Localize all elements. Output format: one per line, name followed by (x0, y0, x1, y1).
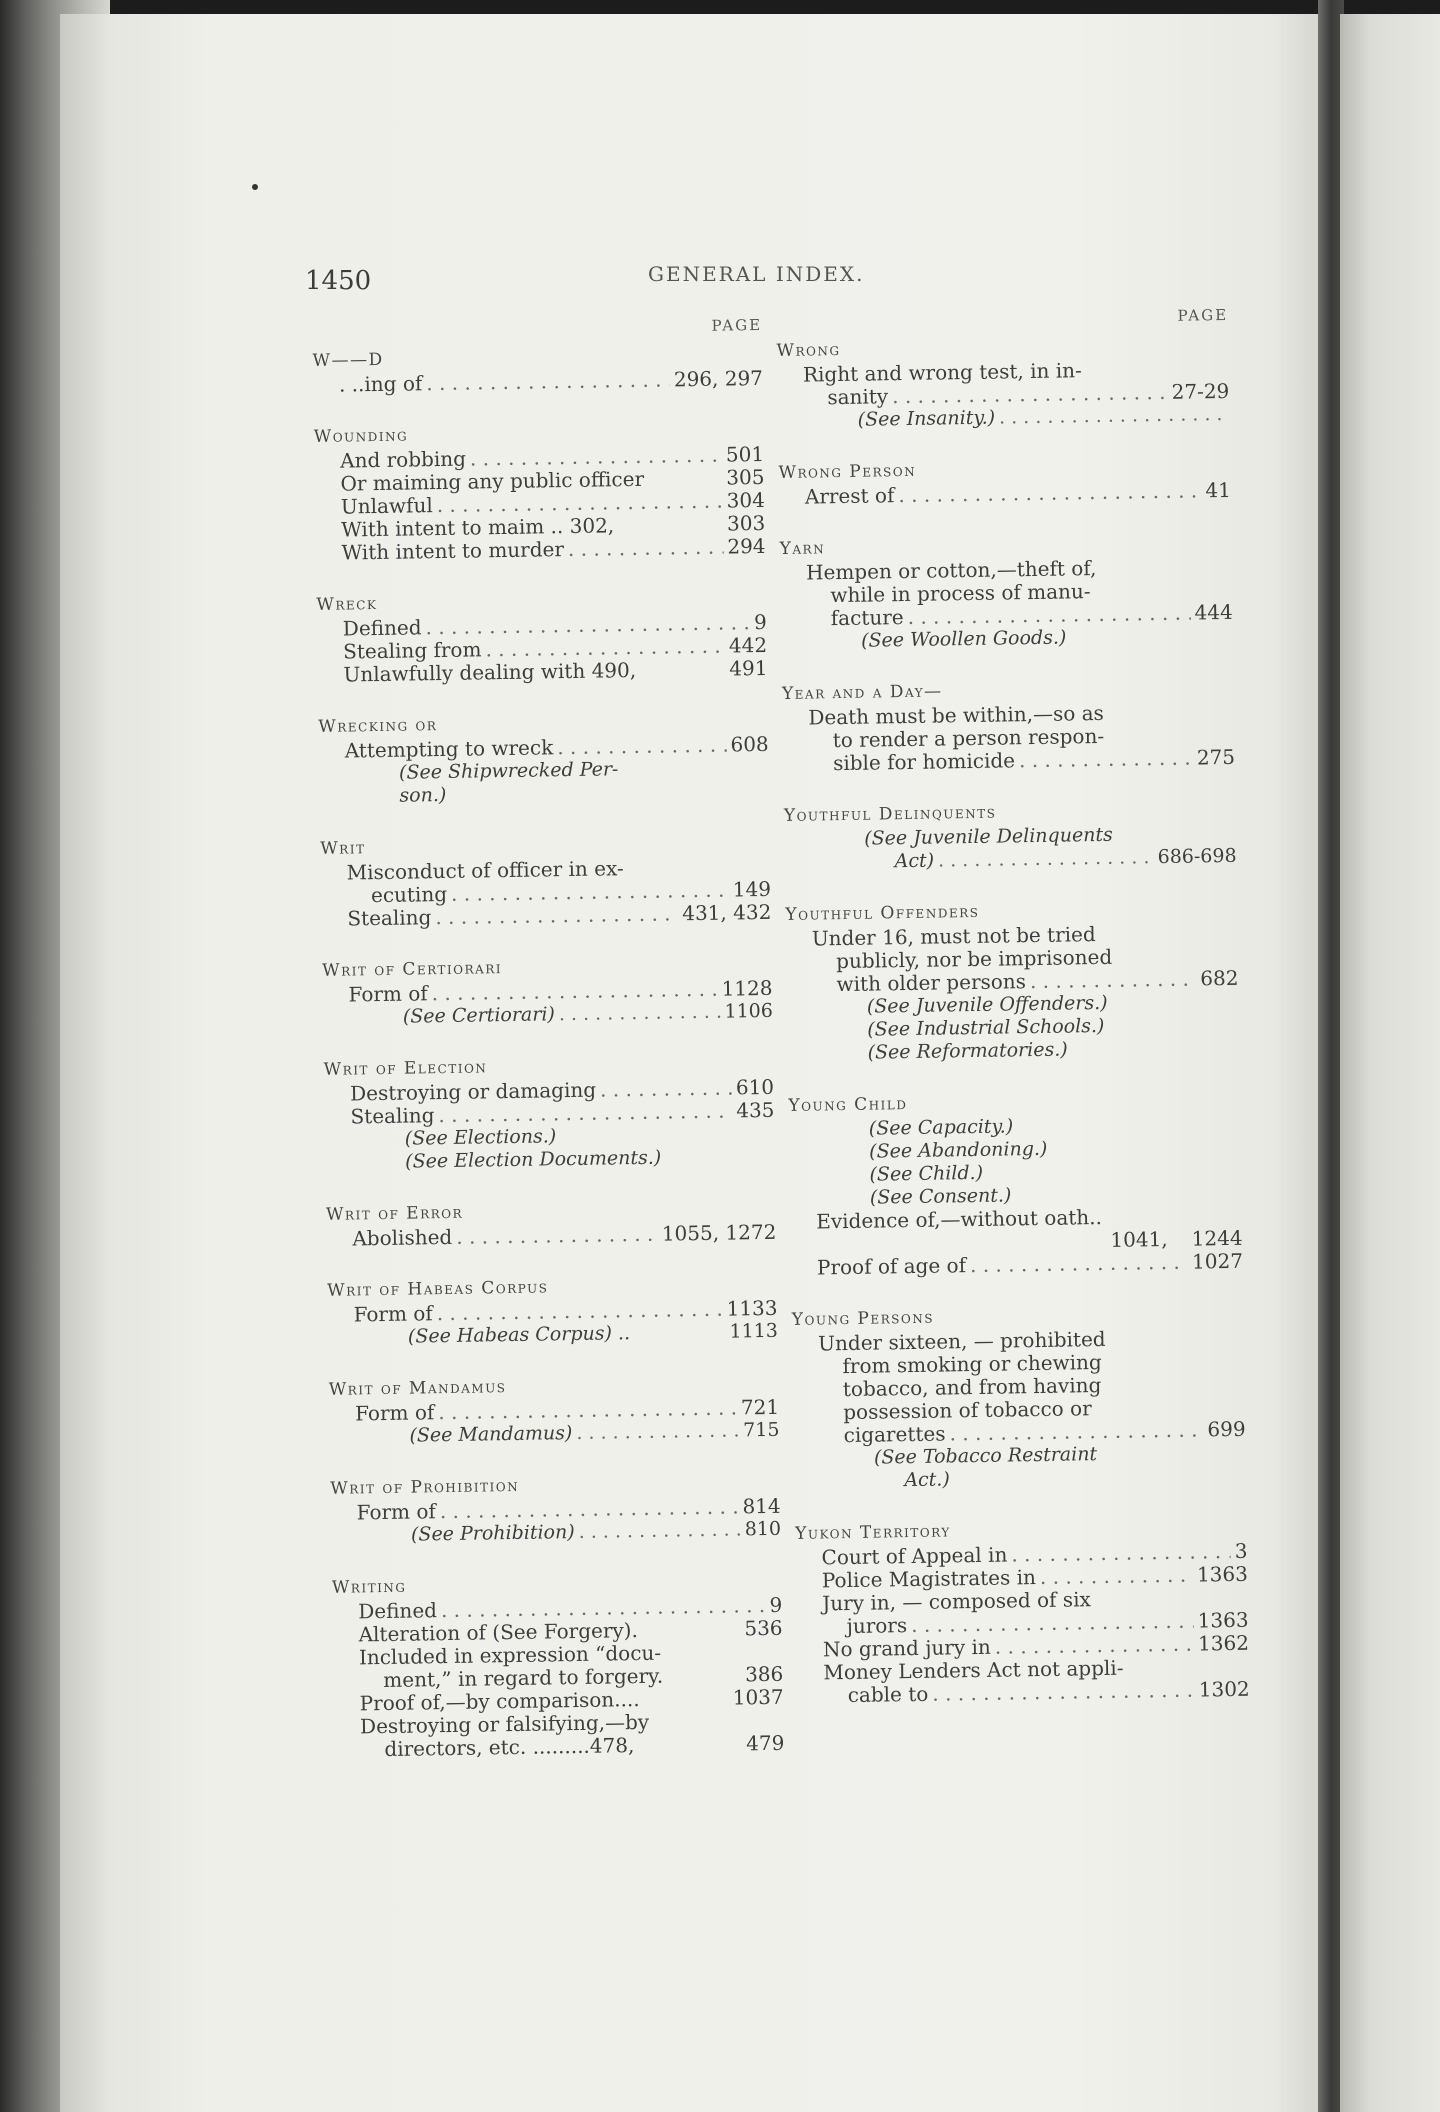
page-reference: 1302 (1198, 1676, 1250, 1702)
line-text: (See Capacity.) (868, 1115, 1014, 1140)
line-text: (See Prohibition) (410, 1521, 575, 1546)
line-text: Included in expression “docu- (358, 1640, 662, 1670)
line-text: Unlawfully dealing with 490, (343, 657, 637, 687)
line-text: Proof of,—by comparison.... (359, 1687, 640, 1716)
entry-heading: Writ of Error (325, 1202, 464, 1225)
index-line (321, 901, 771, 931)
line-text: (See Certiorari) (402, 1003, 556, 1028)
line-text: Stealing (347, 905, 432, 931)
page-reference: 442 (728, 632, 768, 658)
page-reference: 431, 432 (682, 899, 772, 926)
page-reference: 1133 (726, 1295, 778, 1321)
line-text: Right and wrong test, in in- (802, 358, 1082, 387)
page-reference: 715 (743, 1418, 780, 1442)
line-text: from smoking or chewing (842, 1350, 1102, 1379)
line-text: (See Tobacco Restraint (873, 1443, 1098, 1469)
line-text: (See Mandamus) (409, 1422, 573, 1447)
line-text: Death must be within,—so as (808, 700, 1105, 730)
page-reference: 536 (744, 1615, 783, 1641)
line-text: Misconduct of officer in ex- (346, 856, 624, 885)
page-reference: 1055, 1272 (661, 1219, 777, 1246)
line-text: With intent to murder (341, 537, 565, 565)
page-reference: 491 (729, 655, 768, 681)
index-line (313, 367, 763, 397)
line-text: to render a person respon- (832, 723, 1105, 753)
line-text: (See Consent.) (869, 1184, 1012, 1209)
dot-leader (1019, 747, 1193, 773)
line-text: (See Juvenile Offenders.) (866, 991, 1108, 1018)
page-reference: 27-29 (1171, 378, 1230, 404)
line-text: Form of (353, 1301, 433, 1327)
page-reference: 444 (1194, 599, 1233, 625)
line-text: (See Election Documents.) (405, 1146, 662, 1173)
entry-heading: Writ of Habeas Corpus (327, 1277, 549, 1301)
line-text: Alteration of (See Forgery). (358, 1618, 639, 1647)
entry-heading: Wrong (776, 339, 841, 361)
entry-heading: Wreck (316, 594, 378, 615)
index-entry (778, 456, 1231, 509)
page-reference: 721 (740, 1394, 780, 1420)
facing-page-edge (1340, 14, 1440, 2112)
dot-leader (907, 602, 1190, 629)
dot-leader (578, 1518, 740, 1544)
entry-heading: Wounding (313, 425, 409, 447)
page-reference: 304 (726, 487, 766, 513)
entry-heading: Wrong Person (778, 460, 917, 483)
page-reference: 296, 297 (673, 365, 764, 392)
index-column-right (776, 306, 1250, 1738)
page-reference: 608 (730, 731, 769, 757)
line-text: Destroying or falsifying,—by (359, 1709, 650, 1739)
page-reference: 275 (1196, 744, 1236, 770)
index-entry (312, 344, 763, 397)
line-text: (See Habeas Corpus) .. (407, 1322, 631, 1348)
line-text: Under sixteen, — prohibited (818, 1326, 1106, 1356)
entry-heading: Yarn (779, 538, 826, 559)
page-reference: 1106 (724, 999, 774, 1023)
page-reference: 501 (725, 441, 765, 467)
line-text: Act.) (904, 1468, 950, 1492)
page-reference: 9 (753, 609, 767, 635)
index-entry (785, 898, 1239, 1066)
index-entry (780, 532, 1234, 654)
entry-heading: Writ of Mandamus (328, 1377, 507, 1400)
line-text: Hempen or cotton,—theft of, (805, 556, 1097, 585)
index-entry (318, 710, 769, 809)
page-reference: 814 (742, 1493, 781, 1519)
running-head: GENERAL INDEX. (648, 262, 865, 286)
line-text: (See Reformatories.) (867, 1038, 1068, 1064)
page-reference: 810 (744, 1517, 782, 1541)
line-text: (See Child.) (869, 1161, 984, 1186)
line-text: Arrest of (804, 483, 895, 509)
index-entry (784, 799, 1237, 875)
page-reference: 699 (1207, 1416, 1246, 1442)
index-entry (329, 1373, 780, 1449)
index-entry (326, 1198, 777, 1251)
dot-leader (568, 536, 724, 561)
line-text: ecuting (370, 881, 448, 908)
dot-leader (995, 1633, 1195, 1659)
line-text: possession of tobacco or (843, 1396, 1092, 1425)
page-reference: 1113 (729, 1319, 779, 1343)
index-entry (316, 588, 767, 687)
line-text: (See Juvenile Delinquents (864, 823, 1114, 850)
index-entry (795, 1517, 1250, 1708)
line-text: And robbing (339, 446, 467, 473)
line-text: No grand jury in (822, 1634, 991, 1662)
line-text: Police Magistrates in (821, 1565, 1037, 1593)
page-reference: 435 (736, 1097, 775, 1123)
index-entry (330, 1472, 781, 1548)
line-text: cigarettes (843, 1421, 946, 1448)
dot-leader (426, 368, 670, 395)
entry-heading: Writ of Prohibition (330, 1475, 520, 1499)
page-reference: 3 (1234, 1538, 1248, 1563)
entry-heading: Yukon Territory (795, 1521, 951, 1544)
dot-leader (557, 734, 727, 760)
index-line (317, 657, 767, 687)
dot-leader (999, 403, 1226, 430)
line-text: Evidence of,—without oath.. (816, 1204, 1103, 1234)
line-text: Abolished (352, 1224, 453, 1251)
index-entry (322, 954, 773, 1030)
page-reference: 1037 (732, 1684, 784, 1710)
index-line (798, 1678, 1250, 1708)
left-entries (312, 344, 784, 1762)
line-text: publicly, nor be imprisoned (835, 944, 1113, 974)
right-entries (776, 334, 1249, 1708)
line-text: directors, etc. .........478, (384, 1733, 635, 1762)
page-reference: 9 (769, 1592, 783, 1617)
entry-heading: Young Child (788, 1094, 908, 1116)
line-text: tobacco, and from having (842, 1373, 1102, 1402)
entry-heading: Writ (320, 838, 366, 859)
line-text: with older persons (836, 969, 1027, 997)
line-text: Act) (894, 849, 935, 873)
index-entry (332, 1571, 785, 1762)
dot-leader (470, 444, 722, 471)
line-text: Proof of age of (816, 1253, 967, 1280)
line-text: With intent to maim .. 302, (341, 513, 615, 542)
page-column-label: PAGE (1177, 305, 1229, 325)
line-text: (See Insanity.) (857, 406, 996, 431)
line-text: facture (830, 605, 904, 631)
page-reference: 386 (744, 1661, 784, 1687)
line-text: while in process of manu- (830, 579, 1091, 608)
entry-heading: Young Persons (791, 1307, 935, 1330)
line-text: Form of (354, 1400, 435, 1426)
line-text: sanity (827, 384, 889, 410)
index-entry (314, 420, 766, 565)
dot-leader (485, 635, 725, 662)
page-reference: 479 (745, 1730, 785, 1756)
page-reference: 1244 (1191, 1225, 1243, 1251)
page-reference: 1128 (721, 975, 773, 1001)
page-reference: 41 (1205, 477, 1232, 503)
line-text: son.) (399, 783, 447, 807)
line-text: Court of Appeal in (821, 1542, 1008, 1570)
entry-heading: Writing (331, 1576, 407, 1598)
line-text: Defined (358, 1598, 438, 1624)
index-entry (320, 832, 771, 931)
line-text: Attempting to wreck (344, 735, 554, 763)
dot-leader (600, 1077, 732, 1102)
entry-heading: Writ of Certiorari (322, 958, 503, 981)
ink-speck (252, 184, 258, 190)
index-entry (324, 1053, 776, 1175)
page-number: 1450 (305, 266, 372, 296)
index-line (783, 746, 1235, 776)
dot-leader (949, 1418, 1203, 1445)
entry-heading: W——D (312, 349, 384, 371)
index-entry (788, 1089, 1243, 1280)
line-text: Or maiming any public officer (340, 466, 645, 496)
entry-heading: Writ of Election (323, 1057, 488, 1080)
line-text: sible for homicide (832, 748, 1016, 776)
page-reference: 610 (735, 1074, 775, 1100)
dot-leader (932, 1679, 1195, 1706)
dot-leader (456, 1223, 658, 1249)
page-reference: 1362 (1197, 1630, 1250, 1656)
page-reference: 1027 (1191, 1248, 1244, 1274)
line-text: Under 16, must not be tried (811, 922, 1096, 951)
dot-leader (898, 479, 1201, 507)
line-text: jurors (846, 1613, 908, 1639)
index-entry (792, 1303, 1247, 1494)
index-entry (782, 677, 1235, 776)
line-text: (See Industrial Schools.) (867, 1014, 1105, 1041)
dot-leader (438, 1099, 732, 1127)
page-reference: 686-698 (1157, 844, 1237, 869)
line-text: Defined (342, 615, 422, 641)
line-text: ment,” in regard to forgery. (383, 1663, 664, 1693)
page-reference: 149 (732, 876, 772, 902)
line-text: Stealing from (342, 637, 482, 664)
index-entry (776, 334, 1229, 433)
page-column-label: PAGE (711, 315, 763, 335)
line-text: Unlawful (340, 493, 433, 519)
line-text: Form of (356, 1499, 437, 1525)
page-reference: 294 (727, 533, 766, 559)
line-text: (See Elections.) (404, 1125, 557, 1150)
index-column-left (312, 316, 785, 1792)
line-text: Form of (348, 981, 428, 1007)
index-line (334, 1732, 784, 1762)
entry-heading: Year and a Day— (781, 681, 943, 704)
line-text: . ..ing of (338, 371, 423, 397)
entry-heading: Wrecking or (318, 715, 438, 737)
index-line (326, 1221, 776, 1251)
page-reference: 305 (726, 464, 765, 490)
line-text: (See Woollen Goods.) (860, 626, 1067, 652)
index-line (779, 479, 1231, 509)
dot-leader (559, 1001, 721, 1027)
entry-heading: Youthful Delinquents (783, 802, 997, 826)
page-reference: 1363 (1197, 1607, 1249, 1633)
dot-leader (435, 902, 678, 929)
dot-leader (970, 1251, 1188, 1277)
line-text: Destroying or damaging (349, 1077, 597, 1106)
page-reference: 1363 (1196, 1561, 1249, 1587)
line-text: (See Shipwrecked Per- (398, 758, 619, 784)
dot-leader (938, 846, 1154, 872)
index-line (791, 1250, 1243, 1280)
dot-leader (1030, 967, 1197, 993)
page-reference: 303 (726, 510, 766, 536)
line-text: Money Lenders Act not appli- (823, 1655, 1124, 1685)
line-text: Stealing (350, 1103, 435, 1129)
line-text: Jury in, — composed of six (822, 1587, 1091, 1616)
dot-leader (576, 1419, 739, 1445)
index-line (315, 535, 765, 565)
page-reference: 682 (1200, 965, 1239, 991)
entry-heading: Youthful Offenders (785, 901, 980, 925)
line-text: (See Abandoning.) (869, 1137, 1048, 1163)
line-text: cable to (847, 1681, 929, 1708)
dot-leader (437, 1298, 723, 1325)
line-text: 1041, (1110, 1226, 1168, 1252)
index-entry (327, 1274, 778, 1350)
dot-leader (1040, 1564, 1193, 1589)
